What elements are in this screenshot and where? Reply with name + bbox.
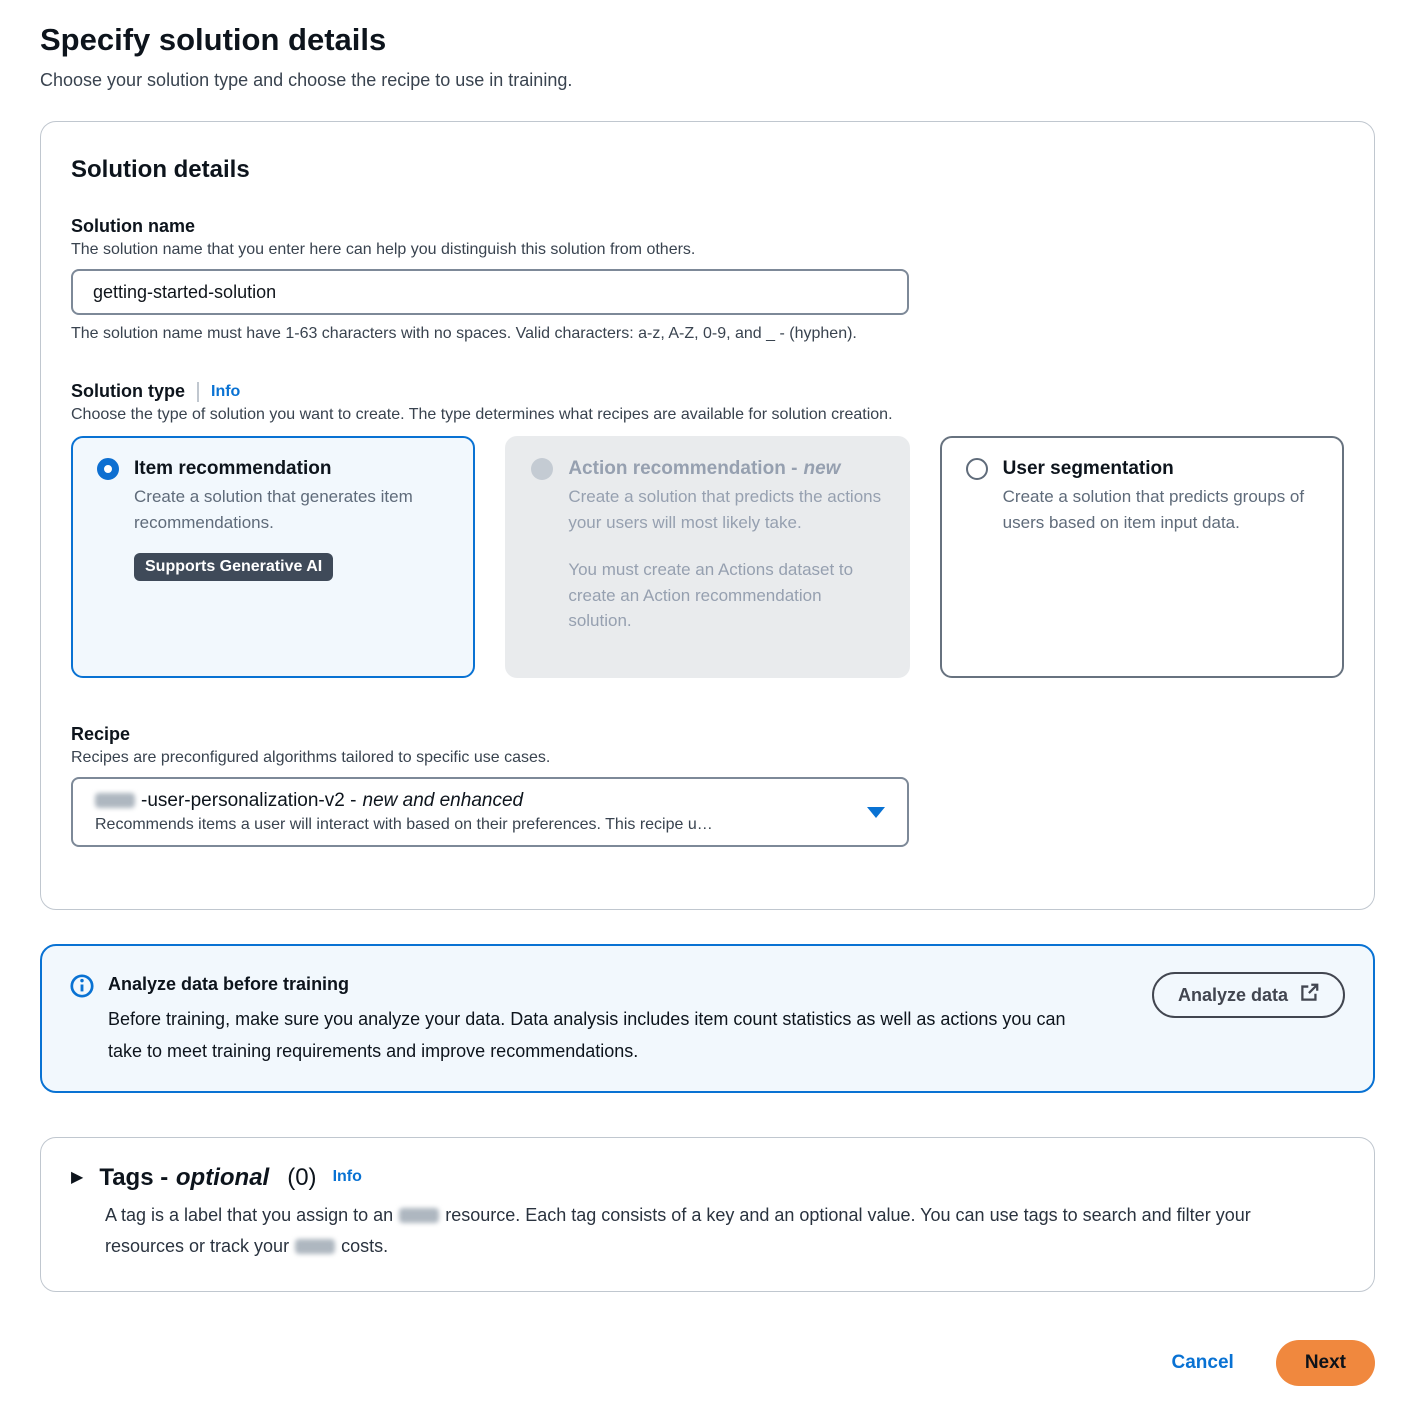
card-item-recommendation-description: Create a solution that generates item recommendations. [134,487,413,532]
cancel-button[interactable]: Cancel [1166,1351,1240,1375]
external-link-icon [1300,983,1319,1007]
card-user-segmentation[interactable] [940,436,1344,678]
redacted-text [399,1208,439,1223]
solution-type-label-row [71,381,1344,402]
tags-count: (0) [287,1164,317,1191]
analyze-data-banner [40,944,1375,1093]
recipe-description: Recipes are preconfigured algorithms tailored to specific use cases. [71,749,551,766]
recipe-field [71,724,1344,847]
solution-details-heading: Solution details [71,156,250,183]
card-user-segmentation-description: Create a solution that predicts groups of users based on item input data. [1002,487,1305,532]
card-action-recommendation-title: Action recommendation - new [568,458,841,479]
banner-content [108,970,1138,1067]
solution-type-info-link[interactable]: Info [211,382,241,400]
tags-info-link[interactable]: Info [332,1168,362,1185]
card-action-recommendation-note: You must create an Actions dataset to create an Action recommendation solution. [568,560,854,630]
solution-name-constraint: The solution name must have 1-63 characters with no spaces. Valid characters: a-z, A-Z, 0-9, and _ - (hyphen). [71,325,857,342]
card-item-recommendation[interactable] [71,436,475,678]
banner-body: Before training, make sure you analyze your data. Data analysis includes item count statistics as well as actions you can take to meet training requirements and improve recommendations. [108,1009,1066,1061]
label-divider [197,382,199,402]
recipe-selected-name: -user-personalization-v2 - new and enhanced [95,790,849,812]
radio-selected-icon[interactable] [97,458,119,480]
page-subtitle: Choose your solution type and choose the recipe to use in training. [40,70,573,90]
page-title: Specify solution details [40,22,387,57]
banner-title: Analyze data before training [108,974,350,994]
recipe-dropdown-selected [95,790,849,834]
analyze-data-button[interactable] [1152,972,1345,1018]
solution-type-label: Solution type [71,381,185,401]
solution-name-label: Solution name [71,216,196,236]
redacted-text [95,793,135,808]
wizard-footer [40,1340,1375,1386]
solution-type-description: Choose the type of solution you want to create. The type determines what recipes are available for solution creation. [71,406,893,423]
generative-ai-badge: Supports Generative AI [134,553,333,581]
card-item-recommendation-head [97,458,449,480]
info-icon [70,974,94,1003]
tags-description: A tag is a label that you assign to an resource. Each tag consists of a key and an optional value. You can use tags to search and filter your resources or track your costs. [105,1205,1251,1256]
card-user-segmentation-title: User segmentation [1002,458,1174,479]
tags-expander[interactable] [71,1164,1344,1192]
solution-name-field [71,216,1344,343]
solution-type-cards [71,436,1344,678]
chevron-down-icon[interactable] [867,807,885,818]
solution-name-input[interactable] [71,269,909,315]
recipe-selected-description: Recommends items a user will interact with based on their preferences. This recipe u… [95,816,713,833]
card-user-segmentation-head [966,458,1318,480]
tags-title-optional: optional [175,1164,270,1191]
solution-details-panel [40,121,1375,910]
analyze-data-button-label: Analyze data [1177,984,1288,1005]
card-action-recommendation [505,436,909,678]
radio-disabled-icon [531,458,553,480]
expand-triangle-icon[interactable]: ▶ [71,1169,84,1186]
recipe-dropdown[interactable] [71,777,909,847]
solution-name-description: The solution name that you enter here can help you distinguish this solution from others. [71,241,696,258]
card-action-recommendation-title-new: new [803,458,841,479]
recipe-label: Recipe [71,724,131,744]
recipe-selected-name-suffix: new and enhanced [362,790,524,811]
card-action-recommendation-head [531,458,883,480]
next-button[interactable]: Next [1276,1340,1375,1386]
card-item-recommendation-title: Item recommendation [134,458,332,479]
redacted-text [295,1239,335,1254]
tags-panel [40,1137,1375,1292]
radio-unselected-icon[interactable] [966,458,988,480]
card-action-recommendation-description: Create a solution that predicts the actions your users will most likely take. [568,487,882,532]
tags-title: Tags - optional [99,1164,270,1191]
